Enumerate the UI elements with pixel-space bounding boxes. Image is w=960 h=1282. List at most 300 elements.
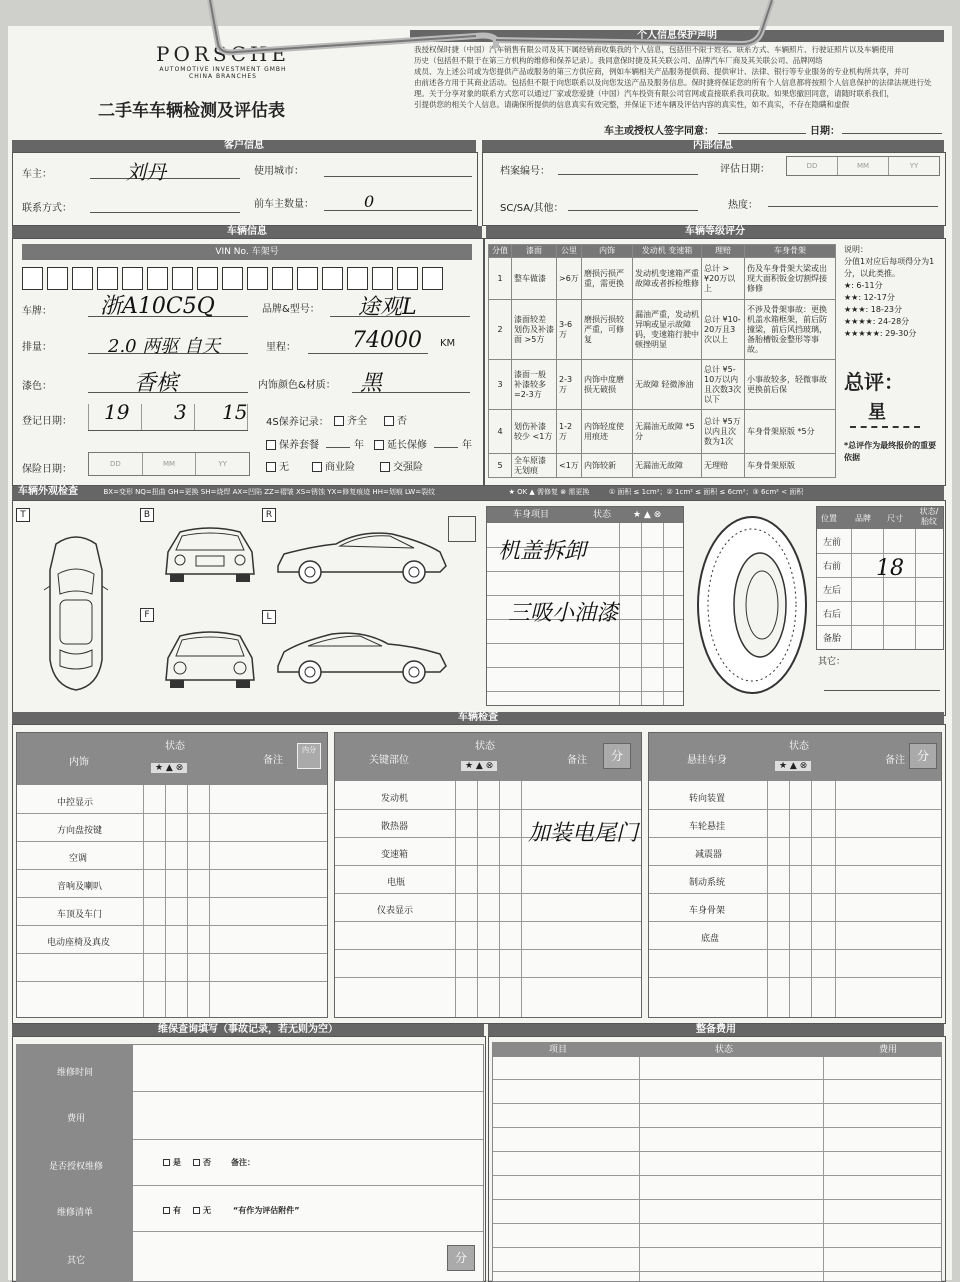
vin-char-box[interactable] [347, 267, 368, 290]
inspection-item: 中控显示 [57, 798, 94, 808]
prev-owners-field[interactable] [324, 210, 472, 211]
grade-cell: 漏油严重，发动机异响或显示故障码，变速箱行驶中顿挫明显 [633, 300, 702, 360]
prep-header-cost: 费用 [879, 1045, 898, 1055]
view-label-top: T [16, 508, 30, 522]
heat-label: 热度： [728, 200, 758, 211]
grid-col-line [499, 781, 500, 1017]
grade-header-cell: 分值 [489, 245, 512, 258]
privacy-line: 我授权保时捷（中国）汽车销售有限公司及其下属经销商收集我的个人信息，包括但不限于姓名、联系方式、车辆照片、行驶证照片以及车辆使用 [414, 45, 894, 54]
ins-option-commercial[interactable] [312, 458, 355, 473]
grid-row-line [817, 553, 943, 554]
body-status-header-label: 状态 [593, 510, 612, 520]
vin-char-box[interactable] [372, 267, 393, 290]
vin-char-box[interactable] [322, 267, 343, 290]
grade-header-cell: 车身骨架 [745, 245, 836, 258]
privacy-title: 个人信息保护声明 [410, 30, 944, 42]
vin-char-box[interactable] [72, 267, 93, 290]
tire-pos: 左前 [823, 538, 842, 548]
tire-other-label: 其它： [818, 657, 846, 667]
grid-col-line [767, 781, 768, 1017]
privacy-line: 由前述各方用于其商业活动。包括但不限于向您联系以及向您发送产品及服务信息。保时捷将保证您的所有个人信息都将按照个人信息保护的法律法规进行处 [414, 78, 932, 87]
grade-cell: 1-2万 [557, 410, 582, 454]
sc-label: SC/SA/其他： [500, 203, 564, 214]
grid-row-line [649, 921, 941, 922]
ins-option-compulsory[interactable] [380, 458, 423, 473]
brand-sub1: AUTOMOTIVE INVESTMENT GMBH [159, 66, 287, 73]
inspection-item: 散热器 [381, 822, 409, 832]
grid-row-line [335, 949, 641, 950]
authorized-option-label: 是 [173, 1158, 181, 1167]
reg-date-divider [141, 404, 142, 430]
vin-char-box[interactable] [397, 267, 418, 290]
panel-remark-header: 备注 [885, 755, 905, 766]
grid-row-line [649, 977, 941, 978]
grid-row-line [817, 625, 943, 626]
grid-row-line [17, 813, 327, 814]
status-symbols: ★ ▲ ⊗ [151, 763, 187, 773]
exterior-section-bar [12, 486, 944, 500]
maintenance-section-title: 维保查询填写（事故记录，若无则为空） [12, 1024, 484, 1036]
car-left-side-view-icon[interactable] [274, 626, 450, 688]
plate-label: 车牌： [22, 306, 52, 317]
package-years-field[interactable] [326, 447, 350, 448]
grade-cell: 无漏油无故障 [633, 454, 702, 478]
interior-value: 黑 [360, 371, 383, 396]
owner-label: 车主： [22, 169, 52, 180]
inspection-form [8, 26, 952, 1280]
package-label: 保养套餐 [279, 440, 319, 451]
checkbox[interactable] [334, 416, 344, 426]
exterior-legend: ★ OK ▲ 需修复 ⊗ 需更换 [508, 488, 590, 496]
grid-row-line [487, 643, 683, 644]
maintenance-grid [16, 1044, 484, 1282]
inspection-item: 车身骨架 [689, 906, 726, 916]
vin-boxes[interactable] [22, 267, 472, 291]
city-field[interactable] [324, 176, 472, 177]
brand-model-value: 途观L [358, 295, 417, 320]
ins-date-dd: DD [89, 453, 143, 475]
date-label: 日期： [810, 126, 840, 137]
ins-option-none[interactable] [266, 458, 289, 473]
prep-table [492, 1042, 942, 1282]
grade-legend-line: ★★★★: 24-28分 [844, 317, 910, 326]
status-symbols: ★ ▲ ⊗ [775, 761, 811, 771]
car-top-view-icon[interactable] [36, 530, 116, 694]
inspection-item: 电动座椅及真皮 [47, 938, 111, 948]
eval-date-boxes[interactable] [786, 156, 940, 176]
grid-row-line [493, 1271, 941, 1272]
grid-row-line [649, 809, 941, 810]
heat-field[interactable] [768, 206, 938, 207]
grade-cell: 2 [489, 300, 512, 360]
grade-cell: 磨损污损严重，需更换 [582, 258, 633, 300]
grade-cell: 漆面一般 补漆较多 =2-3方 [512, 360, 557, 410]
vin-char-box[interactable] [47, 267, 68, 290]
inspection-item: 发动机 [381, 794, 409, 804]
ins-option-label: 商业险 [325, 462, 355, 473]
panel-score-box[interactable]: 分 [603, 743, 631, 769]
grade-cell: 2-3万 [557, 360, 582, 410]
inspection-panel-key-parts [334, 732, 642, 1018]
grid-col-line [663, 523, 664, 705]
grid-row-line [493, 1247, 941, 1248]
grid-row-line [17, 869, 327, 870]
grade-row [489, 258, 836, 300]
grade-cell: 1 [489, 258, 512, 300]
grade-cell: 发动机变速箱严重故障或者拆检维修 [633, 258, 702, 300]
maintenance-score-box[interactable]: 分 [447, 1245, 475, 1271]
eval-date-yy: YY [909, 162, 919, 170]
view-label-front: F [140, 608, 154, 622]
status-symbols: ★ ▲ ⊗ [461, 761, 497, 771]
maintenance-row-label: 维修时间 [57, 1068, 94, 1078]
vin-char-box[interactable] [197, 267, 218, 290]
grade-cell: 车身骨架原版 *5分 [745, 410, 836, 454]
vin-char-box[interactable] [172, 267, 193, 290]
checkbox[interactable] [163, 1159, 170, 1166]
service-option-no[interactable] [384, 412, 407, 427]
grade-row [489, 410, 836, 454]
grid-row-line [487, 571, 683, 572]
grid-row-line [493, 1127, 941, 1128]
grid-row-line [493, 1175, 941, 1176]
date-line[interactable] [842, 133, 942, 134]
tire-header-status: 状态/胎纹 [919, 507, 939, 526]
body-item-header [487, 507, 683, 523]
overall-unit: 星 [868, 402, 886, 423]
grid-col-line [851, 529, 852, 649]
grade-cell: 3-6万 [557, 300, 582, 360]
prep-section-title: 整备费用 [488, 1024, 944, 1036]
attach-note: “有作为评估附件” [233, 1206, 300, 1215]
package-option[interactable] [266, 436, 319, 451]
grid-col-line [477, 781, 478, 1017]
grid-row-line [133, 1091, 483, 1092]
view-label-left: L [262, 610, 276, 624]
panel-remark-header: 备注 [567, 755, 587, 766]
vin-char-box[interactable] [22, 267, 43, 290]
service-option-label: 齐全 [347, 416, 367, 427]
view-label-right: R [262, 508, 276, 522]
grade-cell: 划伤补漆 较少 <1方 [512, 410, 557, 454]
checkbox[interactable] [266, 440, 276, 450]
prep-header-status: 状态 [715, 1045, 734, 1055]
vin-char-box[interactable] [222, 267, 243, 290]
authorized-remark-label: 备注： [231, 1158, 255, 1167]
grade-cell: 无漏油无故障 *5分 [633, 410, 702, 454]
vin-char-box[interactable] [422, 267, 443, 290]
grade-cell: 全车原漆 无划痕 [512, 454, 557, 478]
ins-date-boxes[interactable] [88, 452, 250, 476]
exterior-codes: BX=变形 NQ=扭曲 GH=更换 SH=烧焊 AX=凹陷 ZZ=褶皱 XS=锈蚀 YX=修复痕迹 HH=划痕 LW=裂纹 [103, 488, 436, 496]
grid-col-line [165, 785, 166, 1017]
interior-label: 内饰颜色&材质： [258, 380, 336, 391]
authorized-option-yes[interactable] [163, 1157, 181, 1168]
checkbox[interactable] [374, 440, 384, 450]
status-symbols: ★ ▲ ⊗ [633, 510, 662, 520]
inspection-item: 音响及喇叭 [57, 882, 103, 892]
grid-col-line [187, 785, 188, 1017]
panel-score-box[interactable]: 内分 [297, 743, 321, 769]
privacy-line: 理。关于分享对象的联系方式您可以通过厂家或您爱捷（中国）汽车投资有限公司官网或直接联系我司获取。如果您撤回同意，请随时联系我们， [414, 89, 894, 98]
tire-header-brand: 品牌 [855, 514, 871, 523]
contact-field[interactable] [90, 212, 240, 213]
grid-col-line [835, 781, 836, 1017]
exterior-extra-box[interactable] [448, 516, 476, 542]
consent-signature-line[interactable] [718, 133, 806, 134]
grade-legend-title: 说明： [844, 245, 868, 254]
tire-header-position: 位置 [821, 514, 837, 523]
grid-row-line [493, 1103, 941, 1104]
grid-row-line [17, 953, 327, 954]
checkbox[interactable] [266, 462, 276, 472]
body-note-2: 三吸小油漆 [508, 601, 619, 626]
tire-size-value: 18 [876, 556, 904, 581]
reg-date-divider [88, 404, 89, 430]
reg-date-divider [194, 404, 195, 430]
mileage-label: 里程： [266, 342, 296, 353]
grid-row-line [335, 809, 641, 810]
grade-cell: 总计 ¥5万以内且次数为1次 [702, 410, 745, 454]
inspection-item: 仪表显示 [377, 906, 414, 916]
grid-row-line [335, 893, 641, 894]
grid-row-line [487, 667, 683, 668]
reg-date-label: 登记日期： [22, 416, 72, 427]
vin-char-box[interactable] [97, 267, 118, 290]
vin-label: VIN No. 车架号 [22, 244, 472, 260]
grid-row-line [817, 601, 943, 602]
grid-row-line [649, 837, 941, 838]
paint-label: 漆色： [22, 381, 52, 392]
service-label: 4S保养记录： [266, 417, 329, 428]
maintenance-row-label: 其它 [67, 1256, 86, 1266]
grade-header-row [489, 245, 836, 258]
prev-owners-label: 前车主数量： [254, 199, 314, 210]
inspection-item: 制动系统 [689, 878, 726, 888]
privacy-line: 成员、为上述公司或为您提供产品或服务的第三方供应商，例如车辆相关产品服务提供商、提供审计、法律、银行等专业服务的专业机构所共享，并可 [414, 67, 909, 76]
maintenance-row-label: 是否授权维修 [49, 1162, 104, 1172]
list-option-label: 有 [173, 1206, 181, 1215]
file-no-label: 档案编号： [500, 166, 550, 177]
panel-title: 悬挂车身 [687, 755, 727, 766]
grade-cell: 伤及车身骨架大梁或出现大面积钣金切割焊接修修 [745, 258, 836, 300]
inspection-panel-interior [16, 732, 328, 1018]
vin-char-box[interactable] [247, 267, 268, 290]
paint-value: 香槟 [134, 371, 179, 396]
grade-cell: 无故障 轻微渗油 [633, 360, 702, 410]
grid-row-line [493, 1199, 941, 1200]
view-label-back: B [140, 508, 154, 522]
tire-pos: 备胎 [823, 634, 842, 644]
checkbox[interactable] [380, 462, 390, 472]
grade-cell: 内饰轻度使用痕迹 [582, 410, 633, 454]
grade-row [489, 454, 836, 478]
package-year-unit: 年 [354, 440, 364, 451]
panel-status-header: 状态 [475, 741, 495, 752]
mileage-field[interactable] [308, 353, 428, 354]
grade-table [488, 244, 836, 478]
grade-cell: 内饰中度磨损无破损 [582, 360, 633, 410]
owner-value: 刘丹 [126, 160, 166, 184]
grade-header-cell: 漆面 [512, 245, 557, 258]
grade-cell: 无理赔 [702, 454, 745, 478]
checkbox[interactable] [312, 462, 322, 472]
file-no-field[interactable] [558, 174, 698, 175]
prep-header-item: 项目 [549, 1045, 568, 1055]
grid-row-line [493, 1151, 941, 1152]
ins-date-mm: MM [143, 453, 197, 475]
grid-col-line [641, 523, 642, 705]
panel-header [17, 733, 327, 785]
grade-header-cell: 内饰 [582, 245, 633, 258]
grid-row-line [335, 865, 641, 866]
maintenance-row-label: 费用 [67, 1114, 86, 1124]
grid-row-line [649, 949, 941, 950]
mileage-unit: KM [440, 338, 456, 349]
list-option-label: 无 [203, 1206, 211, 1215]
maintenance-row-label: 维修清单 [57, 1208, 94, 1218]
grid-col-line [209, 785, 210, 1017]
grid-row-line [17, 981, 327, 982]
grid-row-line [133, 1139, 483, 1140]
inspection-item: 变速箱 [381, 850, 409, 860]
grade-cell: 整车做漆 [512, 258, 557, 300]
service-option-complete[interactable] [334, 412, 367, 427]
inspection-item: 减震器 [695, 850, 723, 860]
ext-warranty-label: 延长保修 [387, 440, 427, 451]
tire-pos: 右前 [823, 562, 842, 572]
grid-row-line [133, 1185, 483, 1186]
grade-section-title: 车辆等级评分 [486, 226, 944, 238]
panel-title: 关键部位 [369, 755, 409, 766]
form-title: 二手车车辆检测及评估表 [98, 101, 285, 121]
grid-col-line [521, 781, 522, 1017]
grid-row-line [335, 977, 641, 978]
grade-cell: 不涉及骨架事故：更换机盖水箱框架，前后防撞梁，前后风挡玻璃，备胎槽钣金整形等事故。 [745, 300, 836, 360]
overall-note: *总评作为最终报价的重要依据 [844, 441, 937, 462]
tire-table-header [817, 507, 943, 529]
grade-cell: 磨损污损较严重，可修复 [582, 300, 633, 360]
eval-date-dd: DD [787, 157, 838, 175]
body-item-header-label: 车身项目 [513, 510, 550, 520]
prep-table-header [493, 1043, 941, 1057]
panel-header [335, 733, 641, 781]
grade-cell: 漆面较差 划伤及补漆面 >5方 [512, 300, 557, 360]
checkbox[interactable] [193, 1159, 200, 1166]
clipboard-clip-icon [196, 0, 786, 60]
grade-cell: 车身骨架原版 [745, 454, 836, 478]
reg-date-dd: 19 [104, 400, 130, 424]
ext-warranty-years-field[interactable] [434, 447, 458, 448]
vin-char-box[interactable] [297, 267, 318, 290]
grade-cell: 总计 ¥5-10万以内且次数3次以下 [702, 360, 745, 410]
grade-cell: 小事故较多，轻微事故更换前后保 [745, 360, 836, 410]
ins-date-yy: YY [218, 460, 227, 468]
inspection-panel-suspension [648, 732, 942, 1018]
brand-name: PORSCHE [156, 42, 290, 66]
checkbox[interactable] [193, 1207, 200, 1214]
exterior-area-legend: ① 面积 ≤ 1cm²；② 1cm² ≤ 面积 ≤ 6cm²；③ 6cm² < 面积 [608, 488, 804, 496]
displacement-value: 2.0 两驱 自天 [108, 336, 221, 357]
vin-char-box[interactable] [147, 267, 168, 290]
panel-header [649, 733, 941, 781]
tire-icon [694, 512, 810, 698]
list-option-none[interactable] [193, 1205, 211, 1216]
grade-cell: 3 [489, 360, 512, 410]
panel-score-box[interactable]: 分 [909, 743, 937, 769]
service-option-label: 否 [397, 416, 407, 427]
grade-header-cell: 发动机 变速箱 [633, 245, 702, 258]
vin-char-box[interactable] [122, 267, 143, 290]
car-right-side-view-icon[interactable] [274, 526, 450, 586]
mileage-value: 74000 [352, 328, 422, 353]
tire-other-field[interactable] [824, 690, 940, 691]
city-label: 使用城市： [254, 166, 304, 177]
overall-field[interactable] [850, 426, 920, 428]
list-option-have[interactable] [163, 1205, 181, 1216]
privacy-line: 历史（包括但不限于在第三方机构的维修和保养记录）。我同意保时捷及其关联公司、品牌汽车厂商及其关联公司、品牌网络 [414, 56, 823, 65]
inspection-item: 电瓶 [387, 878, 406, 888]
checkbox[interactable] [163, 1207, 170, 1214]
grade-legend-line: ★: 6-11分 [844, 281, 883, 290]
body-note-1: 机盖拆卸 [498, 539, 587, 564]
ext-warranty-option[interactable] [374, 436, 427, 451]
grid-row-line [487, 691, 683, 692]
grade-legend-line: ★★★★★: 29-30分 [844, 329, 917, 338]
inspection-item: 转向装置 [689, 794, 726, 804]
ins-option-label: 交强险 [393, 462, 423, 473]
grid-col-line [619, 523, 620, 705]
inspection-item: 车顶及车门 [57, 910, 103, 920]
checkbox[interactable] [384, 416, 394, 426]
grade-legend-line: ★★★: 18-23分 [844, 305, 902, 314]
grid-row-line [17, 841, 327, 842]
grade-row [489, 300, 836, 360]
panel-status-header: 状态 [789, 741, 809, 752]
brand-sub2: CHINA BRANCHES [189, 73, 257, 80]
car-rear-view-icon[interactable] [158, 522, 262, 584]
customer-section-title: 客户信息 [12, 140, 476, 152]
tire-pos: 右后 [823, 610, 842, 620]
car-front-view-icon[interactable] [158, 626, 262, 690]
authorized-option-label: 否 [203, 1158, 211, 1167]
consent-label: 车主或授权人签字同意： [604, 126, 714, 137]
key-parts-remark: 加装电尾门 [528, 821, 639, 846]
inspection-item: 空调 [69, 854, 88, 864]
privacy-line: 引提供您的相关个人信息。请确保所提供的信息真实有效完整，并保证下述车辆及评估内容的真实性，如不真实，不存在隐瞒和虚假 [414, 100, 849, 109]
exterior-section-title: 车辆外观检查 [18, 486, 78, 497]
reg-date-yy: 15 [222, 400, 248, 424]
reg-date-mm: 3 [174, 400, 187, 424]
authorized-option-no[interactable] [193, 1157, 211, 1168]
overall-label: 总评： [844, 370, 904, 394]
grid-row-line [17, 925, 327, 926]
grid-row-line [493, 1079, 941, 1080]
vin-char-box[interactable] [272, 267, 293, 290]
grid-row-line [493, 1223, 941, 1224]
sc-field[interactable] [568, 210, 698, 211]
displacement-label: 排量： [22, 342, 52, 353]
ins-option-label: 无 [279, 462, 289, 473]
inspection-section-title: 车辆检查 [12, 712, 944, 724]
customer-box [12, 152, 478, 226]
eval-date-label: 评估日期： [720, 164, 770, 175]
grid-row-line [335, 921, 641, 922]
grid-row-line [649, 865, 941, 866]
grade-row [489, 360, 836, 410]
grid-col-line [789, 781, 790, 1017]
grade-cell: 5 [489, 454, 512, 478]
